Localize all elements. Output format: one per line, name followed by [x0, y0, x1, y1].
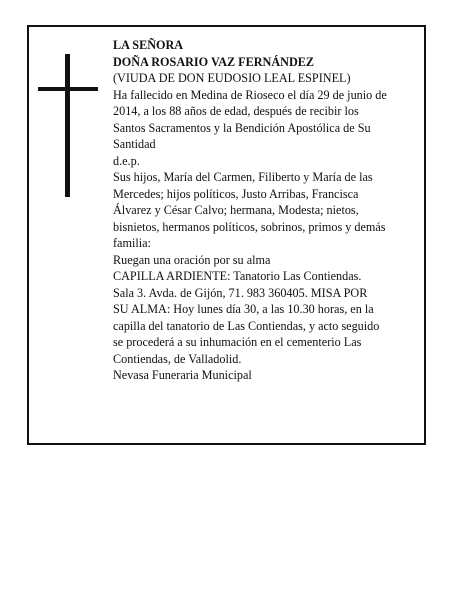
obituary-text — [113, 37, 423, 384]
family-list-line: familia: — [113, 236, 151, 250]
death-announcement-line: Santos Sacramentos y la Bendición Apostólica de Su — [113, 120, 371, 135]
chapel-info-line: capilla del tanatorio de Las Contiendas, y acto seguido — [113, 318, 380, 333]
prayer-request: Ruegan una oración por su alma — [113, 252, 271, 267]
cross-horizontal-bar — [38, 87, 98, 91]
cross-vertical-bar — [65, 54, 70, 197]
deceased-name: DOÑA ROSARIO VAZ FERNÁNDEZ — [113, 54, 315, 69]
family-list-line: bisnietos, hermanos políticos, sobrinos, primos y demás — [113, 219, 386, 234]
family-list-line: Sus hijos, María del Carmen, Filiberto y María de las — [113, 170, 373, 184]
widow-subtitle: (VIUDA DE DON EUDOSIO LEAL ESPINEL) — [113, 71, 351, 85]
chapel-info-line: CAPILLA ARDIENTE: Tanatorio Las Contiendas. — [113, 269, 362, 283]
latin-cross-icon — [38, 54, 98, 197]
death-announcement-line: Santidad — [113, 137, 156, 151]
chapel-info-line: Sala 3. Avda. de Gijón, 71. 983 360405. MISA POR — [113, 285, 368, 300]
death-announcement-line: Ha fallecido en Medina de Rioseco el día 29 de junio de — [113, 87, 387, 102]
family-list-line: Mercedes; hijos políticos, Justo Arribas, Francisca — [113, 186, 359, 201]
death-announcement — [113, 87, 423, 153]
death-announcement-line: 2014, a los 88 años de edad, después de recibir los — [113, 104, 359, 118]
notice-title-line1: LA SEÑORA — [113, 38, 184, 52]
family-list — [113, 169, 423, 252]
chapel-info-line: SU ALMA: Hoy lunes día 30, a las 10.30 horas, en la — [113, 302, 374, 316]
funeral-home-name: Nevasa Funeraria Municipal — [113, 368, 252, 382]
chapel-and-mass-info — [113, 268, 423, 367]
family-list-line: Álvarez y César Calvo; hermana, Modesta; nietos, — [113, 203, 359, 217]
chapel-info-line: se procederá a su inhumación en el cementerio Las — [113, 335, 362, 349]
rip-text: d.e.p. — [113, 153, 140, 168]
chapel-info-line: Contiendas, de Valladolid. — [113, 351, 242, 366]
